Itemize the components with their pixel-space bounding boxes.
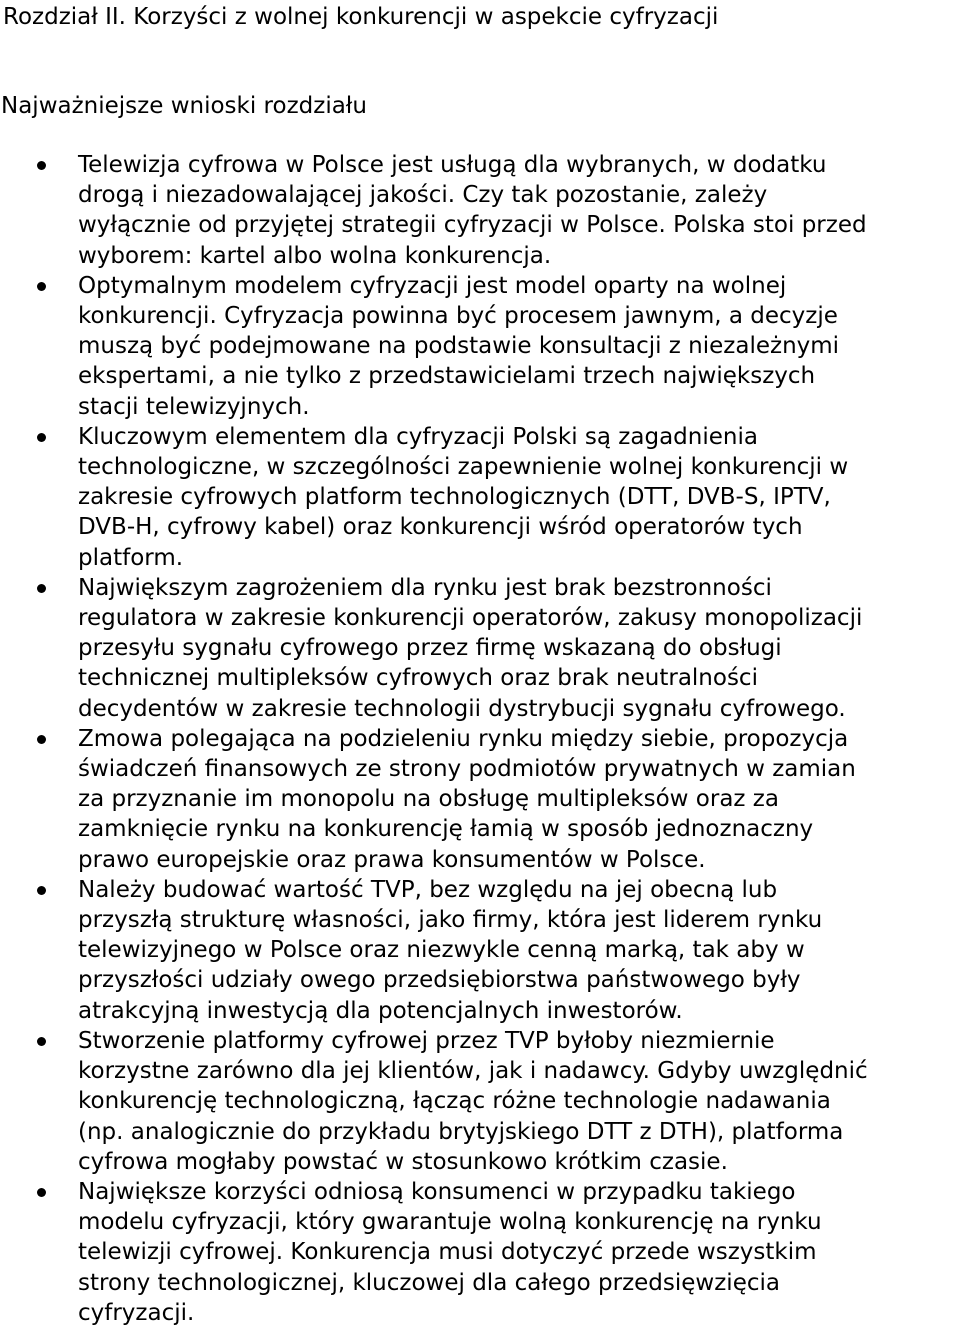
conclusion-item-8 bbox=[0, 1177, 960, 1328]
text-line: Zmowa polegająca na podzieleniu rynku między siebie, propozycja bbox=[78, 725, 849, 752]
conclusion-item-4 bbox=[0, 573, 960, 724]
text-line: konkurencję technologiczną, łącząc różne technologie nadawania bbox=[78, 1088, 831, 1115]
bullet-icon bbox=[37, 433, 46, 442]
text-line: technicznej multipleksów cyfrowych oraz brak neutralności bbox=[78, 665, 758, 692]
text-line: muszą być podejmowane na podstawie konsultacji z niezależnymi bbox=[78, 333, 840, 360]
text-line: decydentów w zakresie technologii dystrybucji sygnału cyfrowego. bbox=[78, 695, 846, 722]
text-line: (np. analogicznie do przykładu brytyjskiego DTT z DTH), platforma bbox=[78, 1118, 844, 1145]
conclusion-item-1 bbox=[0, 150, 960, 271]
bullet-icon bbox=[37, 584, 46, 593]
text-line: drogą i niezadowalającej jakości. Czy tak pozostanie, zależy bbox=[78, 182, 768, 209]
text-line: ekspertami, a nie tylko z przedstawicielami trzech największych bbox=[78, 363, 816, 390]
bullet-icon bbox=[37, 886, 46, 895]
bullet-icon bbox=[37, 282, 46, 291]
text-line: platform. bbox=[78, 544, 184, 571]
text-line: telewizji cyfrowej. Konkurencja musi dotyczyć przede wszystkim bbox=[78, 1239, 817, 1266]
text-line: wyborem: kartel albo wolna konkurencja. bbox=[78, 242, 552, 269]
text-line: technologiczne, w szczególności zapewnienie wolnej konkurencji w bbox=[78, 454, 849, 481]
text-line: Optymalnym modelem cyfryzacji jest model oparty na wolnej bbox=[78, 272, 787, 299]
text-line: wyłącznie od przyjętej strategii cyfryzacji w Polsce. Polska stoi przed bbox=[78, 212, 867, 239]
conclusion-item-6 bbox=[0, 875, 960, 1026]
text-line: zamknięcie rynku na konkurencję łamią w sposób jednoznaczny bbox=[78, 816, 814, 843]
text-line: cyfryzacji. bbox=[78, 1299, 195, 1326]
bullet-icon bbox=[37, 161, 46, 170]
text-line: atrakcyjną inwestycją dla potencjalnych inwestorów. bbox=[78, 997, 683, 1024]
text-line: stacji telewizyjnych. bbox=[78, 393, 310, 420]
conclusions-list bbox=[0, 150, 960, 1328]
text-line: przyszłości udziały owego przedsiębiorstwa państwowego były bbox=[78, 967, 801, 994]
text-line: zakresie cyfrowych platform technologicznych (DTT, DVB-S, IPTV, bbox=[78, 484, 831, 511]
text-line: konkurencji. Cyfryzacja powinna być procesem jawnym, a decyzje bbox=[78, 303, 838, 330]
bullet-icon bbox=[37, 1037, 46, 1046]
text-line: za przyznanie im monopolu na obsługę multipleksów oraz za bbox=[78, 786, 779, 813]
text-line: przesyłu sygnału cyfrowego przez firmę wskazaną do obsługi bbox=[78, 635, 782, 662]
text-line: prawo europejskie oraz prawa konsumentów w Polsce. bbox=[78, 846, 706, 873]
text-line: Należy budować wartość TVP, bez względu na jej obecną lub bbox=[78, 876, 778, 903]
text-line: przyszłą strukturę własności, jako firmy, która jest liderem rynku bbox=[78, 907, 823, 934]
conclusion-item-2 bbox=[0, 271, 960, 422]
section-title: Najważniejsze wnioski rozdziału bbox=[1, 93, 367, 119]
conclusion-item-7 bbox=[0, 1026, 960, 1177]
bullet-icon bbox=[37, 735, 46, 744]
text-line: Stworzenie platformy cyfrowej przez TVP byłoby niezmiernie bbox=[78, 1027, 775, 1054]
conclusion-item-5 bbox=[0, 724, 960, 875]
text-line: Największym zagrożeniem dla rynku jest brak bezstronności bbox=[78, 574, 772, 601]
text-line: telewizyjnego w Polsce oraz niezwykle cenną marką, tak aby w bbox=[78, 937, 805, 964]
bullet-icon bbox=[37, 1188, 46, 1197]
text-line: Kluczowym elementem dla cyfryzacji Polski są zagadnienia bbox=[78, 423, 758, 450]
text-line: świadczeń finansowych ze strony podmiotów prywatnych w zamian bbox=[78, 756, 856, 783]
text-line: korzystne zarówno dla jej klientów, jak i nadawcy. Gdyby uwzględnić bbox=[78, 1058, 868, 1085]
text-line: regulatora w zakresie konkurencji operatorów, zakusy monopolizacji bbox=[78, 605, 863, 632]
text-line: Telewizja cyfrowa w Polsce jest usługą dla wybranych, w dodatku bbox=[78, 152, 827, 178]
text-line: Największe korzyści odniosą konsumenci w przypadku takiego bbox=[78, 1178, 796, 1205]
text-line: DVB-H, cyfrowy kabel) oraz konkurencji wśród operatorów tych bbox=[78, 514, 803, 541]
conclusion-item-3 bbox=[0, 422, 960, 573]
text-line: cyfrowa mogłaby powstać w stosunkowo krótkim czasie. bbox=[78, 1148, 728, 1175]
text-line: strony technologicznej, kluczowej dla całego przedsięwzięcia bbox=[78, 1269, 780, 1296]
chapter-title: Rozdział II. Korzyści z wolnej konkurencji w aspekcie cyfryzacji bbox=[3, 4, 719, 30]
text-line: modelu cyfryzacji, który gwarantuje wolną konkurencję na rynku bbox=[78, 1209, 822, 1236]
